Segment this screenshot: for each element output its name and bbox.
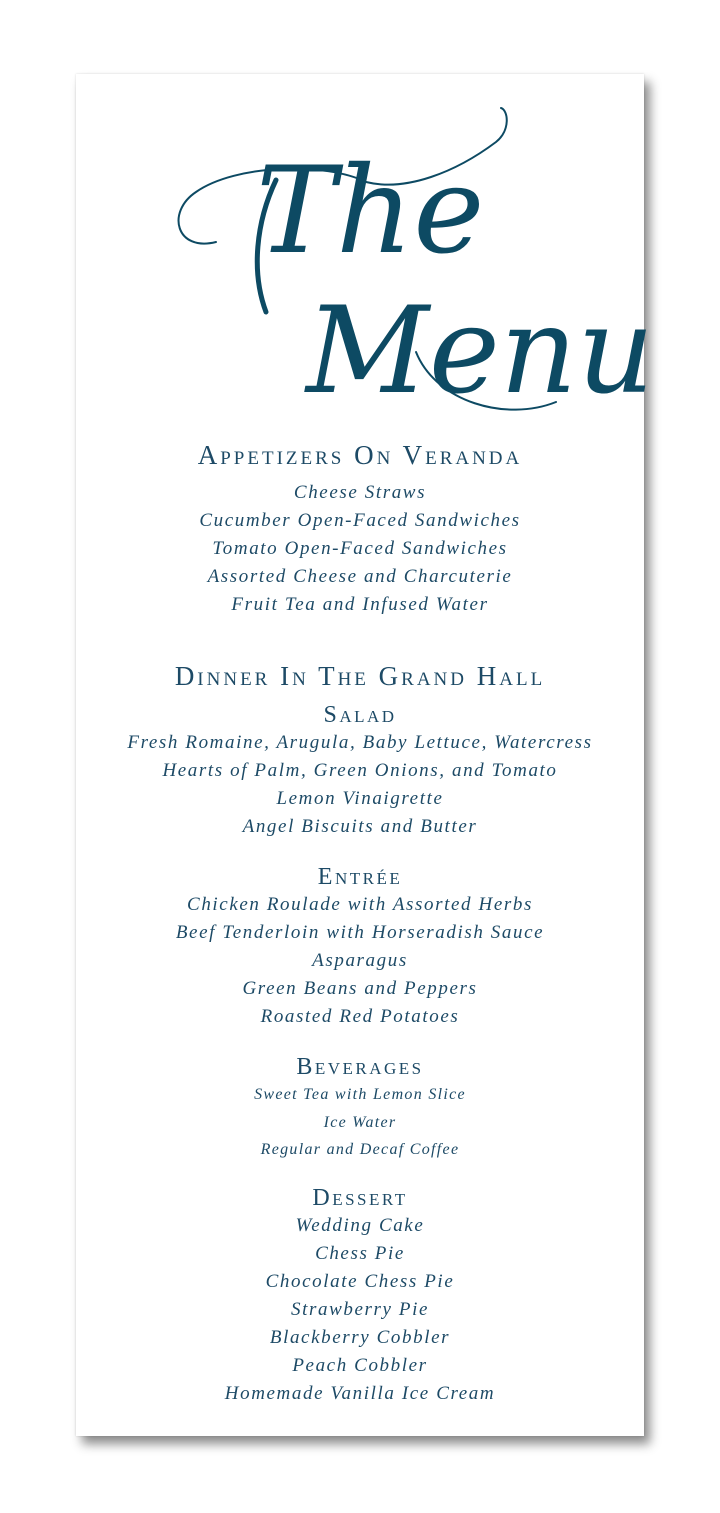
list-item: Fruit Tea and Infused Water bbox=[231, 594, 489, 615]
list-item: Chocolate Chess Pie bbox=[265, 1270, 455, 1292]
list-item: Asparagus bbox=[312, 950, 408, 971]
list-item: Blackberry Cobbler bbox=[269, 1326, 451, 1348]
title-word-the: The bbox=[256, 142, 485, 281]
list-item: Assorted Cheese and Charcuterie bbox=[207, 566, 513, 587]
title-word-menu: Menu bbox=[306, 282, 655, 421]
list-item: Angel Biscuits and Butter bbox=[242, 816, 478, 837]
list-item: Tomato Open-Faced Sandwiches bbox=[212, 538, 508, 559]
list-item: Hearts of Palm, Green Onions, and Tomato bbox=[162, 760, 558, 781]
list-item: Fresh Romaine, Arugula, Baby Lettuce, Watercress bbox=[127, 732, 593, 753]
list-item: Beef Tenderloin with Horseradish Sauce bbox=[175, 922, 545, 943]
subsection-title-salad: Salad bbox=[323, 702, 397, 728]
subsection-title-beverages: Beverages bbox=[296, 1054, 424, 1080]
beverages-list bbox=[76, 1081, 644, 1164]
list-item: Sweet Tea with Lemon Slice bbox=[254, 1086, 466, 1103]
list-item: Wedding Cake bbox=[295, 1214, 425, 1236]
dessert-list bbox=[76, 1212, 644, 1408]
menu-content bbox=[76, 440, 644, 1408]
section-title-appetizers: Appetizers On Veranda bbox=[197, 440, 523, 470]
salad-list bbox=[76, 729, 644, 841]
list-item: Peach Cobbler bbox=[292, 1354, 428, 1376]
menu-card bbox=[76, 74, 655, 1436]
list-item: Green Beans and Peppers bbox=[242, 978, 478, 999]
list-item: Cheese Straws bbox=[293, 482, 427, 503]
list-item: Chicken Roulade with Assorted Herbs bbox=[187, 894, 533, 915]
list-item: Regular and Decaf Coffee bbox=[260, 1141, 460, 1158]
subsection-title-dessert: Dessert bbox=[312, 1184, 408, 1211]
menu-title-script bbox=[156, 102, 655, 422]
list-item: Strawberry Pie bbox=[291, 1298, 429, 1320]
section-title-dinner: Dinner In The Grand Hall bbox=[174, 661, 546, 691]
subsection-title-entree: Entrée bbox=[317, 864, 403, 890]
list-item: Lemon Vinaigrette bbox=[276, 788, 444, 809]
entree-list bbox=[76, 891, 644, 1031]
list-item: Ice Water bbox=[323, 1113, 397, 1131]
list-item: Cucumber Open-Faced Sandwiches bbox=[199, 510, 521, 531]
list-item: Homemade Vanilla Ice Cream bbox=[224, 1382, 496, 1404]
appetizers-list bbox=[76, 479, 644, 619]
list-item: Roasted Red Potatoes bbox=[260, 1006, 460, 1027]
list-item: Chess Pie bbox=[315, 1242, 405, 1264]
